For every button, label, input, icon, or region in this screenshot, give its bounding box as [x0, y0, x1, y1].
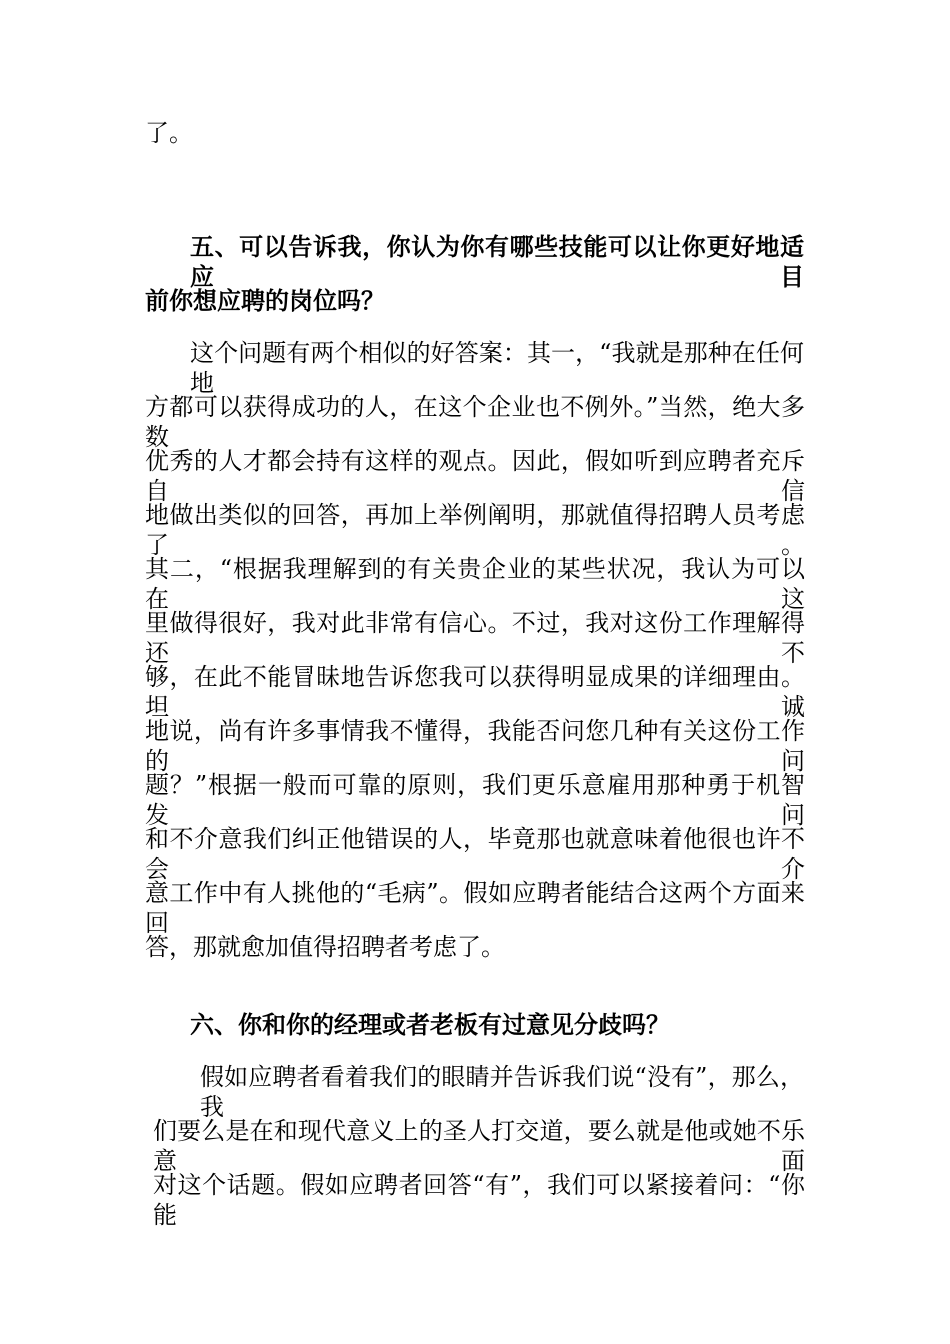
- section-5-paragraph-line: 地做出类似的回答，再加上举例阐明，那就值得招聘人员考虑了。: [145, 501, 805, 559]
- section-5-paragraph-line: 够，在此不能冒昧地告诉您我可以获得明显成果的详细理由。坦诚: [145, 663, 805, 721]
- section-5-paragraph-line: 地说，尚有许多事情我不懂得，我能否问您几种有关这份工作的问: [145, 717, 805, 775]
- section-6-heading: 六、你和你的经理或者老板有过意见分歧吗？: [190, 1010, 670, 1039]
- section-6-paragraph-line: 们要么是在和现代意义上的圣人打交道，要么就是他或她不乐意面: [153, 1117, 805, 1175]
- section-5-paragraph-line: 和不介意我们纠正他错误的人，毕竟那也就意味着他很也许不会介: [145, 825, 805, 883]
- section-6-paragraph-line: 对这个话题。假如应聘者回答“有”，我们可以紧接着问：“你能: [153, 1171, 805, 1229]
- section-5-paragraph-line: 答，那就愈加值得招聘者考虑了。: [145, 933, 505, 961]
- section-5-paragraph-line: 方都可以获得成功的人，在这个企业也不例外。”当然，绝大多数: [145, 393, 805, 451]
- section-5-paragraph-line: 题？”根据一般而可靠的原则，我们更乐意雇用那种勇于机智发问: [145, 771, 805, 829]
- section-5-paragraph-line: 里做得很好，我对此非常有信心。不过，我对这份工作理解得还不: [145, 609, 805, 667]
- section-5-paragraph-line: 这个问题有两个相似的好答案：其一，“我就是那种在任何地: [190, 339, 804, 397]
- section-5-paragraph-line: 其二，“根据我理解到的有关贵企业的某些状况，我认为可以在这: [145, 555, 805, 613]
- section-5-heading-line-1: 五、可以告诉我，你认为你有哪些技能可以让你更好地适应目: [190, 232, 804, 291]
- section-5-paragraph-line: 意工作中有人挑他的“毛病”。假如应聘者能结合这两个方面来回: [145, 879, 805, 937]
- section-5-heading-line-2: 前你想应聘的岗位吗？: [145, 286, 385, 315]
- continuation-text: 了。: [145, 119, 193, 147]
- section-5-paragraph-line: 优秀的人才都会持有这样的观点。因此，假如听到应聘者充斥自信: [145, 447, 805, 505]
- section-6-paragraph-line: 假如应聘者看着我们的眼睛并告诉我们说“没有”，那么，我: [200, 1063, 804, 1121]
